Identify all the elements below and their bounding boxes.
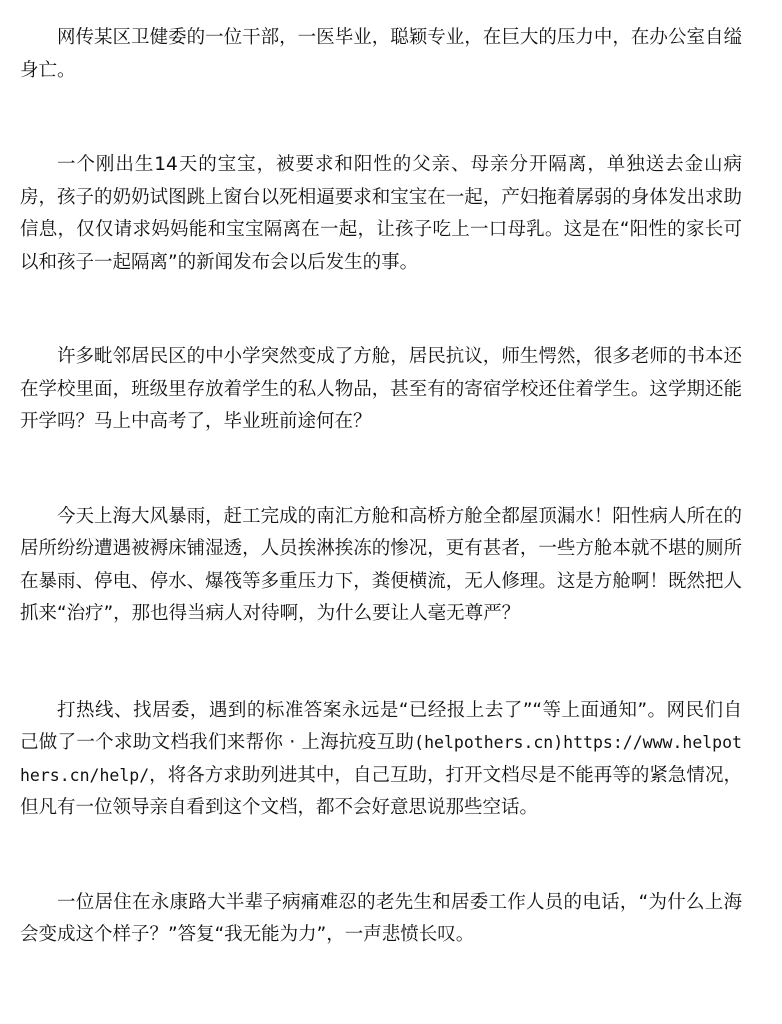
help-document-text-after: ，将各方求助列进其中，自己互助，打开文档尽是不能再等的紧急情况，但凡有一位领导亲自看到这个文档，都不会好意思说那些空话。 — [20, 764, 742, 818]
paragraph-cadre-suicide: 网传某区卫健委的一位干部，一医毕业，聪颖专业，在巨大的压力中，在办公室自缢身亡。 — [20, 27, 742, 81]
help-document-url[interactable]: (helpothers.cn)https://www.helpothers.cn/help/ — [20, 733, 742, 785]
paragraph-fangcang-leaking: 今天上海大风暴雨，赶工完成的南汇方舱和高桥方舱全都屋顶漏水！阳性病人所在的居所纷纷遭遇被褥床铺湿透，人员挨淋挨冻的惨况，更有甚者，一些方舱本就不堪的厕所在暴雨、停电、停水、爆筏等多重压力下，粪便横流，无人修理。这是方舱啊！既然把人抓来“治疗”，那也得当病人对待啊，为什么要让人毫无尊严？ — [20, 505, 742, 624]
help-document-text-before: 打热线、找居委，遇到的标准答案永远是“已经报上去了”“等上面通知”。网民们自己做了一个求助文档我们来帮你 · 上海抗疫互助 — [20, 699, 742, 753]
article-body — [20, 22, 742, 952]
paragraph-old-man-call: 一位居住在永康路大半辈子病痛难忍的老先生和居委工作人员的电话，“为什么上海会变成这个样子？”答复“我无能为力”，一声悲愤长叹。 — [20, 891, 742, 945]
paragraph-help-document — [20, 695, 742, 825]
paragraph-school-fangcang: 许多毗邻居民区的中小学突然变成了方舱，居民抗议，师生愕然，很多老师的书本还在学校里面，班级里存放着学生的私人物品，甚至有的寄宿学校还住着学生。这学期还能开学吗？马上中高考了，毕业班前途何在？ — [20, 346, 742, 432]
paragraph-newborn-separation: 一个刚出生14天的宝宝，被要求和阳性的父亲、母亲分开隔离，单独送去金山病房，孩子的奶奶试图跳上窗台以死相逼要求和宝宝在一起，产妇拖着孱弱的身体发出求助信息，仅仅请求妈妈能和宝宝隔离在一起，让孩子吃上一口母乳。这是在“阳性的家长可以和孩子一起隔离”的新闻发布会以后发生的事。 — [20, 154, 742, 273]
